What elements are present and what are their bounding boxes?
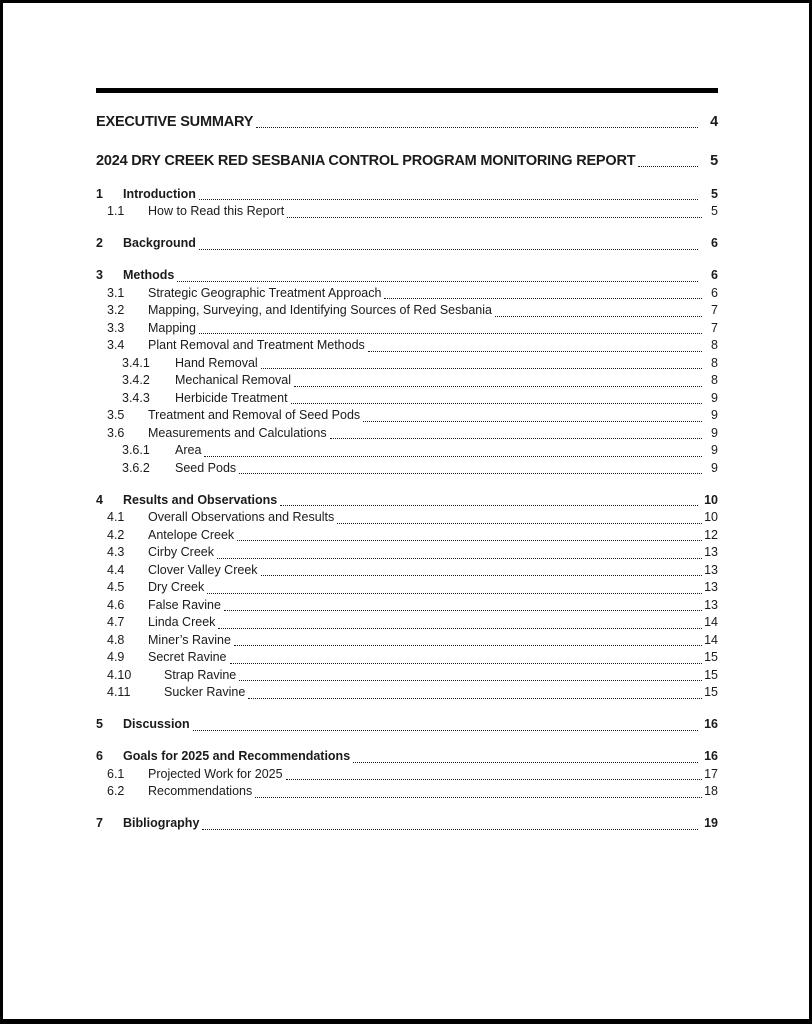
toc-entry-page: 7 [711, 320, 718, 335]
toc-entry-number: 3.6 [107, 425, 125, 440]
toc-entry-number: 7 [96, 816, 103, 830]
toc-entry-page: 15 [704, 650, 718, 664]
dot-leader [280, 492, 698, 510]
toc-entry-label: Linda Creek [148, 615, 216, 629]
dot-leader [261, 355, 702, 373]
dot-leader [330, 425, 702, 443]
toc-entry-number: 1.1 [107, 204, 125, 218]
toc-entry-number: 3.5 [107, 408, 125, 422]
toc-entry-page: 4 [710, 114, 718, 130]
toc-entry-page: 13 [704, 597, 718, 612]
toc-entry-label: Mapping [148, 320, 196, 335]
dot-leader [638, 151, 698, 171]
toc-entry-number: 3.6.1 [122, 443, 150, 457]
toc-entry [96, 684, 718, 702]
dot-leader [294, 372, 702, 390]
toc-entry [96, 614, 718, 632]
toc-entry-page: 13 [704, 562, 718, 577]
toc-entry-number: 4.7 [107, 615, 125, 629]
toc-entry-number: 3 [96, 268, 103, 282]
toc-entry-label: Hand Removal [175, 355, 258, 370]
toc-entry-page: 16 [704, 749, 718, 763]
toc-entry-label: Measurements and Calculations [148, 425, 327, 440]
dot-leader [287, 203, 702, 221]
toc-entry [96, 649, 718, 667]
dot-leader [230, 649, 702, 667]
toc-entry-number: 4.2 [107, 527, 125, 542]
toc-entry-label: EXECUTIVE SUMMARY [96, 114, 254, 130]
toc-entry-number: 3.4.3 [122, 390, 150, 405]
toc-entry [96, 509, 718, 527]
toc-entry-number: 4.6 [107, 597, 125, 612]
toc-entry [96, 285, 718, 303]
dot-leader [261, 562, 702, 580]
toc-entry-number: 6 [96, 749, 103, 763]
toc-entry-label: Projected Work for 2025 [148, 766, 283, 781]
toc-entry-page: 13 [704, 545, 718, 559]
toc-entry-page: 9 [711, 390, 718, 405]
toc-entry-number: 6.2 [107, 784, 125, 798]
toc-entry-page: 6 [711, 268, 718, 282]
toc-entry-page: 9 [711, 408, 718, 422]
dot-leader [495, 302, 702, 320]
toc-entry-page: 15 [704, 685, 718, 699]
dot-leader [199, 235, 698, 253]
toc-entry [96, 544, 718, 562]
toc-entry-label: Strategic Geographic Treatment Approach [148, 285, 382, 300]
toc-entry-page: 6 [711, 285, 718, 300]
dot-leader [217, 544, 702, 562]
dot-leader [234, 632, 702, 650]
toc-entry-page: 17 [704, 766, 718, 781]
toc-entry-number: 3.1 [107, 285, 125, 300]
toc-entry-number: 6.1 [107, 766, 125, 781]
toc-entry [96, 597, 718, 615]
toc-entry-label: Introduction [123, 186, 196, 201]
toc-entry-number: 3.4.1 [122, 355, 150, 370]
dot-leader [218, 614, 702, 632]
toc-entry [96, 460, 718, 478]
toc-entry-number: 4.9 [107, 650, 125, 664]
toc-entry-page: 9 [711, 460, 718, 475]
dot-leader [193, 716, 698, 734]
toc-entry-page: 5 [711, 186, 718, 201]
toc-entry-label: Background [123, 236, 196, 250]
dot-leader [204, 442, 702, 460]
toc-entry-number: 4.1 [107, 510, 125, 524]
dot-leader [363, 407, 702, 425]
toc-entry-number: 3.4 [107, 338, 125, 352]
page-content [96, 88, 718, 833]
toc-entry-label: Strap Ravine [164, 667, 237, 682]
toc-entry-page: 10 [704, 510, 718, 524]
dot-leader [256, 112, 698, 132]
toc-entry-number: 4.8 [107, 632, 125, 647]
toc-entry-label: How to Read this Report [148, 204, 285, 218]
toc-entry-page: 10 [704, 492, 718, 507]
toc-entry-label: Miner’s Ravine [148, 632, 231, 647]
toc-entry [96, 748, 718, 766]
toc-entry [96, 579, 718, 597]
toc-entry-label: Treatment and Removal of Seed Pods [148, 408, 361, 422]
toc-entry [96, 492, 718, 510]
toc-entry-label: 2024 DRY CREEK RED SESBANIA CONTROL PROGRAM MONITORING REPORT [96, 153, 636, 169]
toc-entry [96, 112, 718, 132]
toc-entry-page: 14 [704, 615, 718, 629]
toc-entry-page: 16 [704, 717, 718, 731]
dot-leader [202, 815, 698, 833]
toc-entry-label: Mechanical Removal [175, 373, 292, 387]
toc-entry-number: 3.4.2 [122, 373, 150, 387]
toc-entry-page: 12 [704, 527, 718, 542]
toc-entry-label: Recommendations [148, 784, 253, 798]
toc-entry-page: 5 [710, 153, 718, 169]
toc-entry [96, 407, 718, 425]
toc-entry-label: Clover Valley Creek [148, 562, 258, 577]
toc-entry [96, 716, 718, 734]
toc-entry [96, 783, 718, 801]
table-of-contents [96, 112, 718, 833]
toc-entry-label: Overall Observations and Results [148, 510, 335, 524]
toc-entry-label: Antelope Creek [148, 527, 235, 542]
toc-entry-page: 9 [711, 443, 718, 457]
toc-entry-number: 1 [96, 186, 103, 201]
toc-entry [96, 766, 718, 784]
toc-entry [96, 355, 718, 373]
dot-leader [239, 667, 702, 685]
toc-entry-page: 18 [704, 784, 718, 798]
toc-entry-label: Dry Creek [148, 580, 205, 594]
toc-entry-number: 5 [96, 717, 103, 731]
toc-entry [96, 302, 718, 320]
dot-leader [207, 579, 702, 597]
toc-entry-label: Goals for 2025 and Recommendations [123, 749, 351, 763]
toc-entry-number: 3.6.2 [122, 460, 150, 475]
toc-entry-label: Bibliography [123, 816, 200, 830]
toc-entry-number: 4.11 [107, 685, 131, 699]
toc-entry-page: 9 [711, 425, 718, 440]
toc-entry-label: Plant Removal and Treatment Methods [148, 338, 365, 352]
toc-entry-page: 14 [704, 632, 718, 647]
toc-entry-label: Sucker Ravine [164, 685, 246, 699]
toc-entry-page: 7 [711, 303, 718, 317]
toc-entry-label: Cirby Creek [148, 545, 214, 559]
toc-entry [96, 632, 718, 650]
toc-entry-page: 8 [711, 355, 718, 370]
toc-entry [96, 372, 718, 390]
toc-entry-number: 4.10 [107, 667, 132, 682]
toc-entry-page: 6 [711, 236, 718, 250]
dot-leader [199, 320, 702, 338]
toc-entry-number: 4 [96, 492, 103, 507]
toc-entry-page: 15 [704, 667, 718, 682]
toc-entry [96, 151, 718, 171]
toc-entry-number: 4.4 [107, 562, 125, 577]
dot-leader [353, 748, 698, 766]
toc-entry-label: Area [175, 443, 202, 457]
dot-leader [224, 597, 702, 615]
toc-entry-page: 8 [711, 338, 718, 352]
toc-entry-label: False Ravine [148, 597, 221, 612]
dot-leader [337, 509, 702, 527]
dot-leader [237, 527, 702, 545]
dot-leader [255, 783, 702, 801]
dot-leader [177, 267, 698, 285]
dot-leader [384, 285, 702, 303]
dot-leader [291, 390, 702, 408]
toc-entry-label: Discussion [123, 717, 190, 731]
toc-entry [96, 267, 718, 285]
toc-entry [96, 815, 718, 833]
dot-leader [239, 460, 702, 478]
toc-entry-page: 13 [704, 580, 718, 594]
toc-entry-page: 8 [711, 373, 718, 387]
toc-entry-label: Herbicide Treatment [175, 390, 288, 405]
toc-entry-number: 3.3 [107, 320, 125, 335]
toc-entry-number: 3.2 [107, 303, 125, 317]
toc-entry-number: 4.3 [107, 545, 125, 559]
toc-entry [96, 203, 718, 221]
toc-entry [96, 320, 718, 338]
dot-leader [286, 766, 702, 784]
toc-entry-number: 2 [96, 236, 103, 250]
toc-entry-page: 5 [711, 204, 718, 218]
dot-leader [368, 337, 702, 355]
dot-leader [199, 186, 698, 204]
toc-entry-number: 4.5 [107, 580, 125, 594]
top-horizontal-rule [96, 88, 718, 93]
toc-entry [96, 527, 718, 545]
dot-leader [248, 684, 702, 702]
toc-entry [96, 442, 718, 460]
toc-entry-label: Methods [123, 268, 175, 282]
toc-entry [96, 562, 718, 580]
toc-entry [96, 425, 718, 443]
toc-entry [96, 186, 718, 204]
toc-entry [96, 337, 718, 355]
toc-entry-page: 19 [704, 816, 718, 830]
toc-entry [96, 390, 718, 408]
toc-entry-label: Results and Observations [123, 492, 278, 507]
toc-entry [96, 235, 718, 253]
toc-entry-label: Mapping, Surveying, and Identifying Sources of Red Sesbania [148, 303, 492, 317]
toc-entry-label: Seed Pods [175, 460, 237, 475]
toc-entry [96, 667, 718, 685]
toc-entry-label: Secret Ravine [148, 650, 227, 664]
